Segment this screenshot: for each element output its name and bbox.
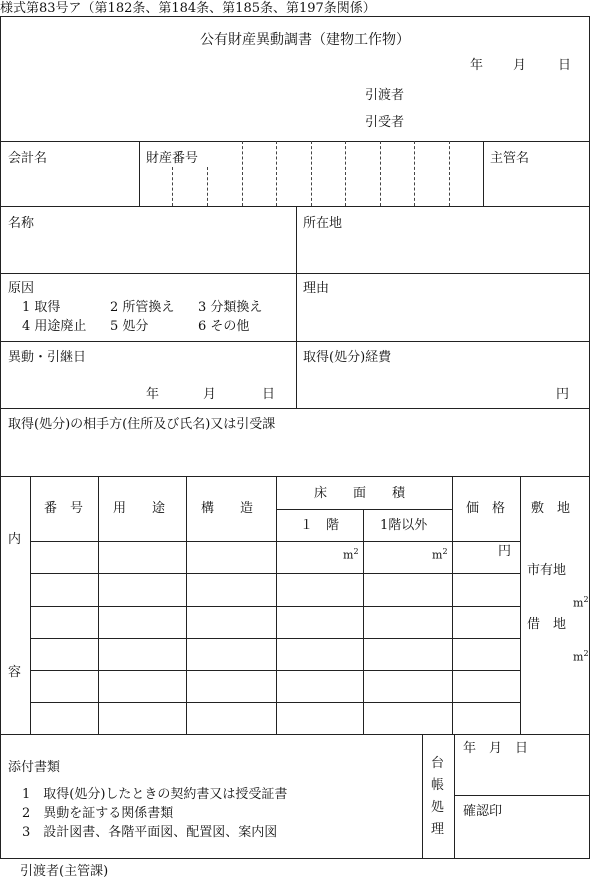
confirmation-seal-label: 確認印	[463, 804, 503, 819]
area-unit-floor-other: $m^2$	[432, 547, 448, 562]
attachment-item: 1 取得(処分)したときの契約書又は授受証書	[22, 787, 288, 802]
title-date-day: 日	[558, 58, 572, 73]
title-date-month: 月	[513, 58, 527, 73]
header-number: 番 号	[44, 501, 84, 516]
attachment-item: 2 異動を証する関係書類	[22, 806, 174, 821]
counterparty-label: 取得(処分)の相手方(住所及び氏名)又は引受課	[8, 417, 276, 432]
price-unit: 円	[498, 544, 512, 559]
cause-option: 5 処分	[110, 319, 149, 334]
ledger-char: 処	[431, 800, 445, 815]
ledger-char: 帳	[431, 778, 445, 793]
details-side-label-bottom: 容	[8, 665, 22, 680]
reason-label: 理由	[303, 281, 330, 296]
header-structure: 構 造	[201, 501, 254, 516]
handover-label: 引渡者	[365, 88, 405, 103]
footer-handover-dept: 引渡者(主管課)	[20, 864, 109, 879]
area-unit-floor1: $m^2$	[343, 547, 359, 562]
site-lease-label: 借 地	[527, 617, 567, 632]
cost-unit: 円	[556, 387, 570, 402]
header-use: 用 途	[113, 501, 166, 516]
cause-option: 2 所管換え	[110, 300, 175, 315]
site-lease-unit: $m^2$	[573, 649, 589, 664]
header-site: 敷 地	[531, 501, 571, 516]
cause-label: 原因	[8, 281, 35, 296]
attachments-label: 添付書類	[8, 760, 61, 775]
department-label: 主管名	[490, 151, 530, 166]
transfer-date-year: 年	[146, 387, 160, 402]
transfer-date-month: 月	[203, 387, 217, 402]
cause-option: 3 分類換え	[198, 300, 263, 315]
transfer-date-label: 異動・引継日	[8, 350, 87, 365]
account-name-label: 会計名	[8, 151, 48, 166]
header-floor-other: 1階以外	[380, 518, 428, 533]
header-floor-area: 床 面 積	[314, 486, 406, 501]
details-side-label-top: 内	[8, 532, 22, 547]
title-date-year: 年	[470, 58, 484, 73]
site-city-label: 市有地	[527, 563, 567, 578]
form-number-header: 様式第83号ア（第182条、第184条、第185条、第197条関係）	[0, 1, 376, 16]
form-title: 公有財産異動調書（建物工作物）	[200, 32, 410, 48]
site-city-unit: $m^2$	[573, 595, 589, 610]
attachment-item: 3 設計図書、各階平面図、配置図、案内図	[22, 825, 278, 840]
ledger-date: 年 月 日	[463, 741, 529, 756]
cause-option: 1 取得	[22, 300, 61, 315]
cause-option: 6 その他	[198, 319, 250, 334]
ledger-char: 台	[431, 756, 445, 771]
receiver-label: 引受者	[365, 115, 405, 130]
name-label: 名称	[8, 216, 35, 231]
property-number-label: 財産番号	[146, 151, 199, 166]
header-floor1: １ 階	[300, 518, 340, 533]
location-label: 所在地	[303, 216, 343, 231]
header-price: 価 格	[466, 501, 506, 516]
ledger-char: 理	[431, 822, 445, 837]
cause-option: 4 用途廃止	[22, 319, 87, 334]
cost-label: 取得(処分)経費	[303, 350, 392, 365]
transfer-date-day: 日	[262, 387, 276, 402]
